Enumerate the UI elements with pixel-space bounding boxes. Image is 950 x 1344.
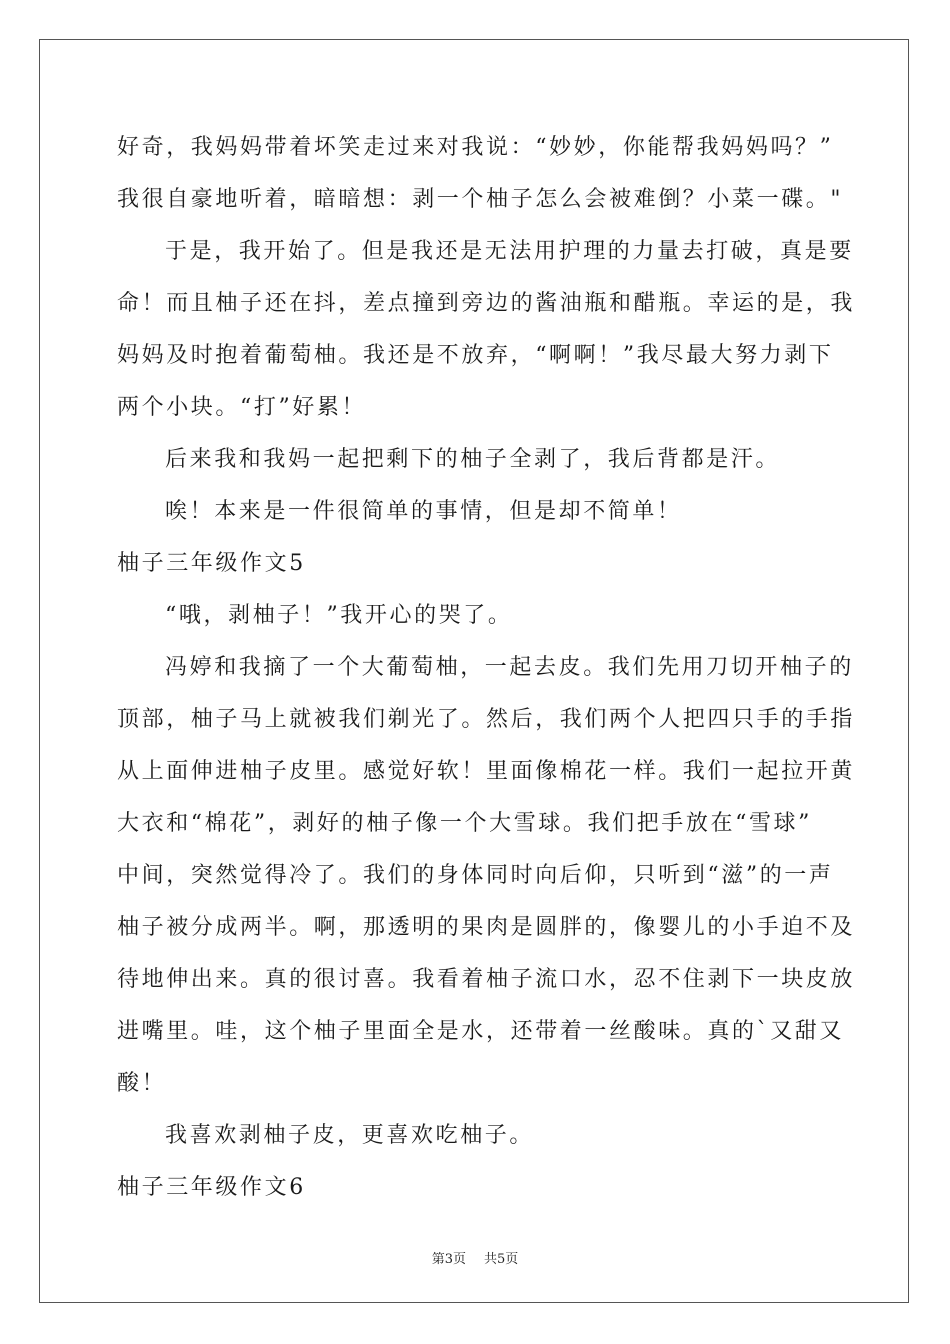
text-line-12: 顶部，柚子马上就被我们剃光了。然后，我们两个人把四只手的手指 [117, 707, 856, 732]
text-line-11: 冯婷和我摘了一个大葡萄柚，一起去皮。我们先用刀切开柚子的 [165, 655, 854, 680]
text-line-16: 柚子被分成两半。啊，那透明的果肉是圆胖的，像婴儿的小手迫不及 [117, 915, 856, 940]
text-line-10: “哦，剥柚子！”我开心的哭了。 [165, 603, 513, 628]
text-line-14: 大衣和“棉花”，剥好的柚子像一个大雪球。我们把手放在“雪球” [117, 811, 812, 836]
text-line-7: 后来我和我妈一起把剩下的柚子全剥了，我后背都是汗。 [165, 447, 781, 472]
text-line-5: 妈妈及时抱着葡萄柚。我还是不放弃，“啊啊！”我尽最大努力剥下 [117, 343, 834, 368]
text-line-4: 命！而且柚子还在抖，差点撞到旁边的酱油瓶和醋瓶。幸运的是，我 [117, 291, 856, 316]
text-line-2: 我很自豪地听着，暗暗想：剥一个柚子怎么会被难倒？小菜一碟。" [117, 187, 844, 212]
section-heading-5: 柚子三年级作文5 [117, 551, 306, 576]
text-line-19: 酸！ [117, 1071, 167, 1096]
page-footer [0, 1248, 950, 1267]
text-line-17: 待地伸出来。真的很讨喜。我看着柚子流口水，忍不住剥下一块皮放 [117, 967, 856, 992]
text-line-20: 我喜欢剥柚子皮，更喜欢吃柚子。 [165, 1123, 535, 1148]
text-line-6: 两个小块。“打”好累！ [117, 395, 367, 420]
text-line-1: 好奇，我妈妈带着坏笑走过来对我说：“妙妙，你能帮我妈妈吗？” [117, 135, 834, 160]
text-line-3: 于是，我开始了。但是我还是无法用护理的力量去打破，真是要 [165, 239, 854, 264]
document-body [117, 122, 856, 1214]
text-line-8: 唉！本来是一件很简单的事情，但是却不简单！ [165, 499, 682, 524]
page-total: 共5页 [484, 1252, 519, 1267]
text-line-15: 中间，突然觉得冷了。我们的身体同时向后仰，只听到“滋”的一声 [117, 863, 834, 888]
section-heading-6: 柚子三年级作文6 [117, 1175, 306, 1200]
page-number: 第3页 [431, 1252, 466, 1267]
text-line-13: 从上面伸进柚子皮里。感觉好软！里面像棉花一样。我们一起拉开黄 [117, 759, 856, 784]
text-line-18: 进嘴里。哇，这个柚子里面全是水，还带着一丝酸味。真的`又甜又 [117, 1019, 845, 1044]
